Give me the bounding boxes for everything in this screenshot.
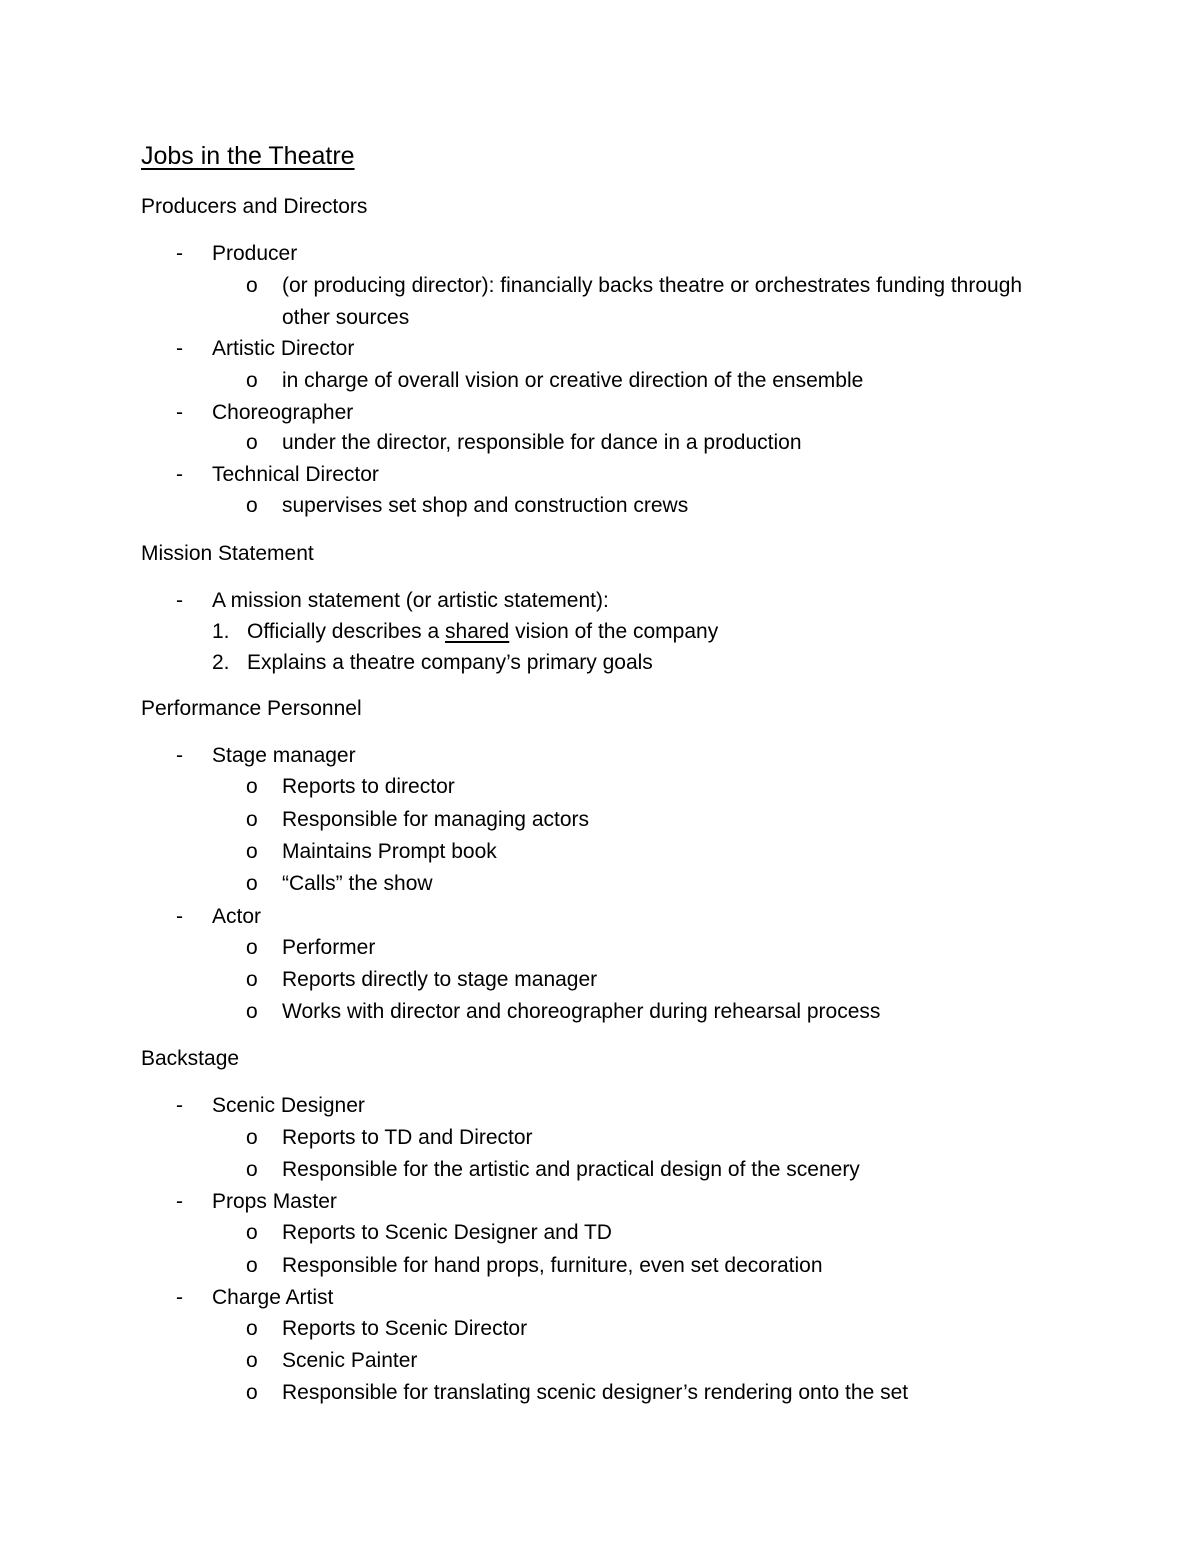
list-subitem: Responsible for hand props, furniture, even set decoration bbox=[282, 1254, 823, 1277]
section-heading-backstage: Backstage bbox=[141, 1047, 240, 1070]
bullet-marker: o bbox=[246, 936, 258, 959]
list-subitem-continuation: other sources bbox=[282, 306, 410, 329]
list-item-producer: Producer bbox=[212, 242, 298, 265]
list-subitem: Maintains Prompt book bbox=[282, 840, 497, 863]
bullet-marker: o bbox=[246, 1221, 258, 1244]
bullet-marker: o bbox=[246, 1254, 258, 1277]
dash-marker: - bbox=[176, 1286, 183, 1309]
list-subitem: Responsible for translating scenic designer’s rendering onto the set bbox=[282, 1381, 909, 1404]
list-subitem: Reports to TD and Director bbox=[282, 1126, 533, 1149]
section-heading-producers: Producers and Directors bbox=[141, 195, 368, 218]
bullet-marker: o bbox=[246, 1349, 258, 1372]
list-subitem: Responsible for the artistic and practical design of the scenery bbox=[282, 1158, 860, 1181]
dash-marker: - bbox=[176, 337, 183, 360]
bullet-marker: o bbox=[246, 1317, 258, 1340]
section-heading-mission: Mission Statement bbox=[141, 542, 314, 565]
list-item-scenic-designer: Scenic Designer bbox=[212, 1094, 365, 1117]
section-heading-performance: Performance Personnel bbox=[141, 697, 362, 720]
list-item-stage-manager: Stage manager bbox=[212, 744, 356, 767]
bullet-marker: o bbox=[246, 369, 258, 392]
dash-marker: - bbox=[176, 905, 183, 928]
list-subitem: Scenic Painter bbox=[282, 1349, 418, 1372]
dash-marker: - bbox=[176, 463, 183, 486]
list-item-props-master: Props Master bbox=[212, 1190, 337, 1213]
list-subitem: in charge of overall vision or creative direction of the ensemble bbox=[282, 369, 864, 392]
bullet-marker: o bbox=[246, 494, 258, 517]
list-item-actor: Actor bbox=[212, 905, 262, 928]
bullet-marker: o bbox=[246, 1000, 258, 1023]
list-item-charge-artist: Charge Artist bbox=[212, 1286, 334, 1309]
list-subitem: Reports directly to stage manager bbox=[282, 968, 598, 991]
underlined-word: shared bbox=[445, 620, 510, 643]
numbered-item: Officially describes a shared vision of the company bbox=[247, 620, 719, 643]
list-item-artistic-director: Artistic Director bbox=[212, 337, 355, 360]
list-item-technical-director: Technical Director bbox=[212, 463, 379, 486]
bullet-marker: o bbox=[246, 872, 258, 895]
list-subitem: under the director, responsible for dance in a production bbox=[282, 431, 802, 454]
list-item-choreographer: Choreographer bbox=[212, 401, 354, 424]
dash-marker: - bbox=[176, 1190, 183, 1213]
list-subitem: Reports to Scenic Designer and TD bbox=[282, 1221, 612, 1244]
list-subitem: “Calls” the show bbox=[282, 872, 433, 895]
bullet-marker: o bbox=[246, 840, 258, 863]
mission-intro: A mission statement (or artistic statement): bbox=[212, 589, 609, 612]
numbered-marker: 2. bbox=[212, 651, 230, 674]
list-subitem: (or producing director): financially backs theatre or orchestrates funding through bbox=[282, 274, 1023, 297]
bullet-marker: o bbox=[246, 968, 258, 991]
bullet-marker: o bbox=[246, 1126, 258, 1149]
bullet-marker: o bbox=[246, 1158, 258, 1181]
dash-marker: - bbox=[176, 1094, 183, 1117]
bullet-marker: o bbox=[246, 808, 258, 831]
numbered-marker: 1. bbox=[212, 620, 230, 643]
dash-marker: - bbox=[176, 744, 183, 767]
list-subitem: Reports to Scenic Director bbox=[282, 1317, 528, 1340]
bullet-marker: o bbox=[246, 274, 258, 297]
list-subitem: Performer bbox=[282, 936, 376, 959]
document-title: Jobs in the Theatre bbox=[141, 142, 355, 170]
dash-marker: - bbox=[176, 589, 183, 612]
bullet-marker: o bbox=[246, 1381, 258, 1404]
list-subitem: supervises set shop and construction crews bbox=[282, 494, 689, 517]
dash-marker: - bbox=[176, 401, 183, 424]
list-subitem: Reports to director bbox=[282, 775, 455, 798]
list-subitem: Responsible for managing actors bbox=[282, 808, 590, 831]
bullet-marker: o bbox=[246, 775, 258, 798]
dash-marker: - bbox=[176, 242, 183, 265]
bullet-marker: o bbox=[246, 431, 258, 454]
numbered-item: Explains a theatre company’s primary goals bbox=[247, 651, 653, 674]
list-subitem: Works with director and choreographer during rehearsal process bbox=[282, 1000, 881, 1023]
